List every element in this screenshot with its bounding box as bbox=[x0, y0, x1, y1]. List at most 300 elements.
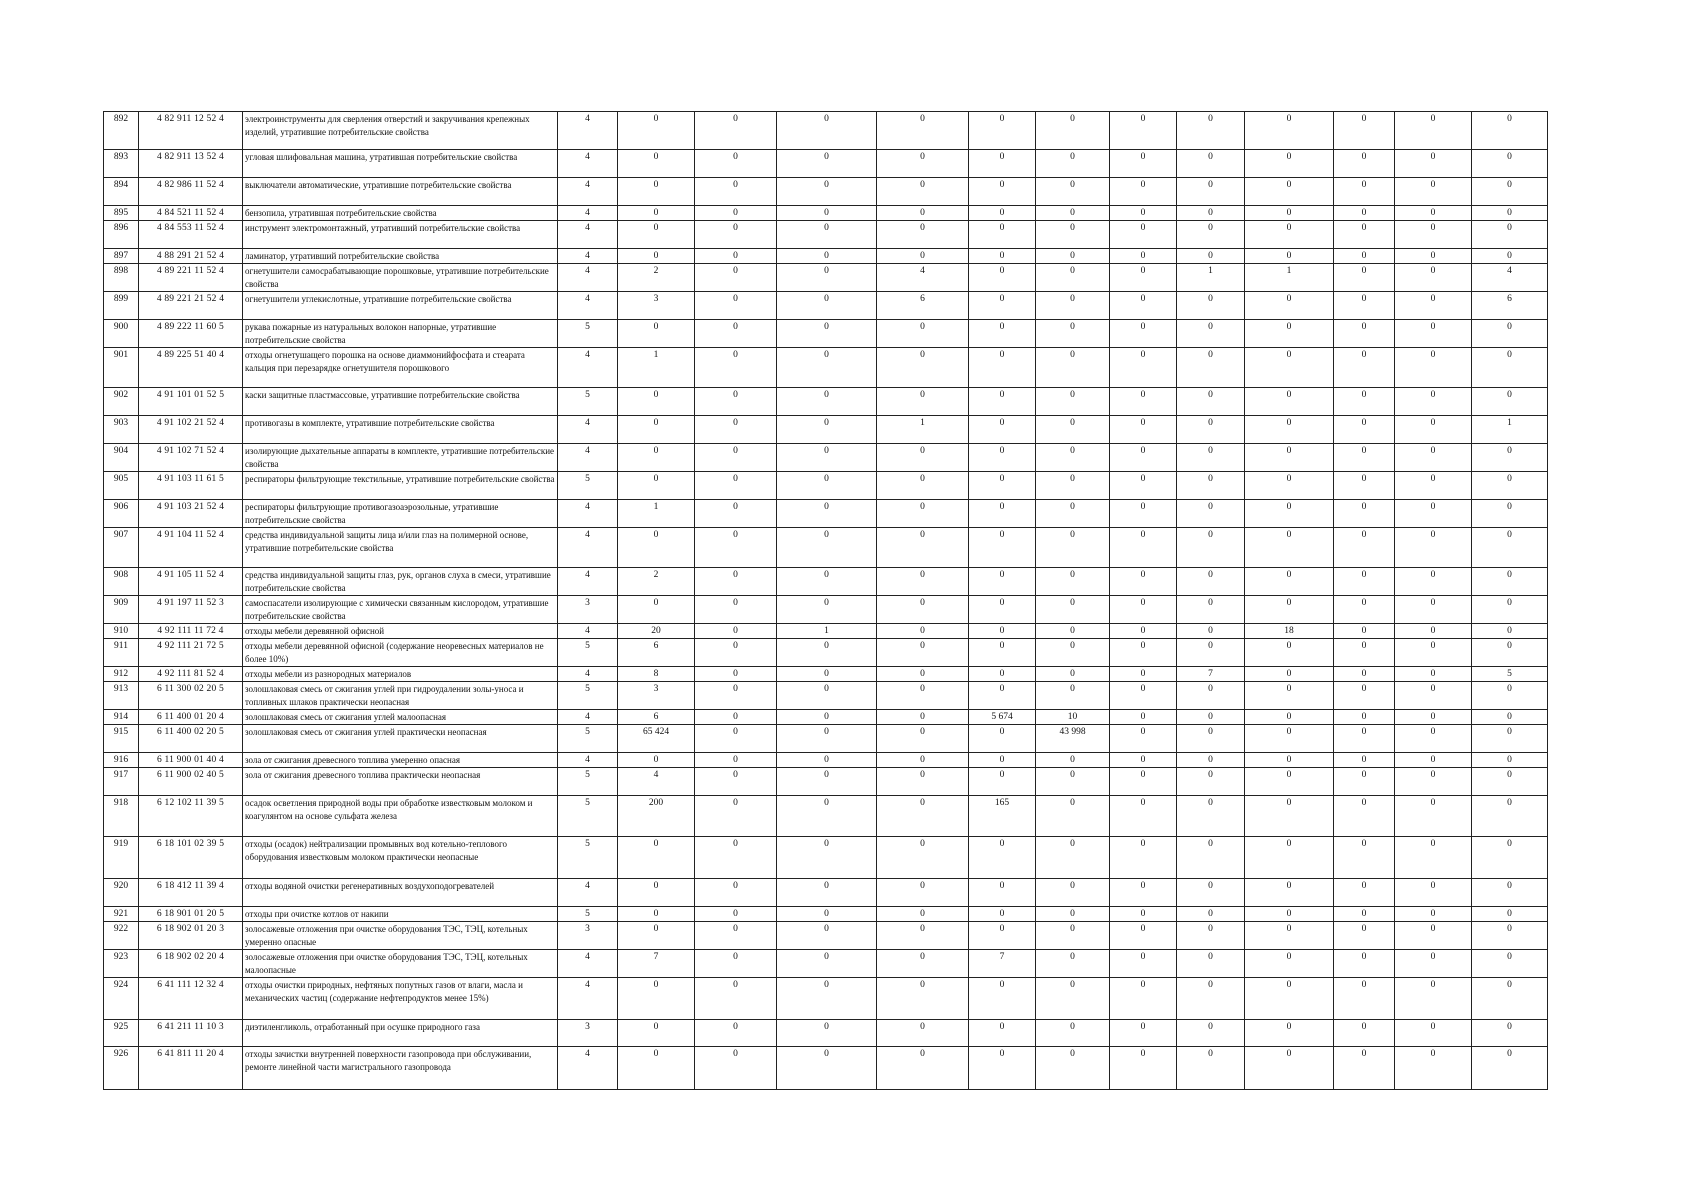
value-cell: 0 bbox=[1245, 639, 1334, 667]
value-cell: 0 bbox=[969, 1020, 1036, 1047]
value-cell: 0 bbox=[1177, 837, 1245, 879]
value-cell: 0 bbox=[1395, 150, 1472, 178]
value-cell: 0 bbox=[1472, 568, 1548, 596]
value-cell: 0 bbox=[1110, 639, 1177, 667]
value-cell: 0 bbox=[1245, 667, 1334, 682]
waste-code: 4 91 104 11 52 4 bbox=[139, 528, 243, 568]
waste-name: золосажевые отложения при очистке оборудования ТЭС, ТЭЦ, котельных малоопасные bbox=[243, 950, 558, 978]
value-cell: 0 bbox=[695, 978, 777, 1020]
value-cell: 0 bbox=[1110, 710, 1177, 725]
value-cell: 0 bbox=[1334, 682, 1395, 710]
value-cell: 0 bbox=[1245, 416, 1334, 444]
value-cell: 0 bbox=[1334, 264, 1395, 292]
value-cell: 0 bbox=[969, 112, 1036, 150]
value-cell: 0 bbox=[877, 837, 969, 879]
value-cell: 0 bbox=[1036, 667, 1110, 682]
value-cell: 0 bbox=[777, 796, 877, 837]
value-cell: 0 bbox=[1472, 1047, 1548, 1090]
waste-code: 6 11 400 01 20 4 bbox=[139, 710, 243, 725]
waste-code: 6 18 902 02 20 4 bbox=[139, 950, 243, 978]
hazard-class: 4 bbox=[558, 444, 618, 472]
value-cell: 0 bbox=[777, 837, 877, 879]
value-cell: 0 bbox=[1472, 1020, 1548, 1047]
value-cell: 0 bbox=[1245, 978, 1334, 1020]
value-cell: 0 bbox=[1036, 112, 1110, 150]
table-row bbox=[104, 249, 1548, 264]
waste-name: респираторы фильтрующие текстильные, утратившие потребительские свойства bbox=[243, 472, 558, 500]
value-cell: 0 bbox=[877, 206, 969, 221]
table-row bbox=[104, 796, 1548, 837]
value-cell: 0 bbox=[695, 922, 777, 950]
value-cell: 0 bbox=[969, 416, 1036, 444]
value-cell: 0 bbox=[1395, 320, 1472, 348]
value-cell: 0 bbox=[1472, 725, 1548, 753]
value-cell: 0 bbox=[1245, 922, 1334, 950]
value-cell: 0 bbox=[1472, 178, 1548, 206]
value-cell: 0 bbox=[777, 206, 877, 221]
waste-name: отходы мебели деревянной офисной (содержание неоревесных материалов не более 10%) bbox=[243, 639, 558, 667]
value-cell: 0 bbox=[1177, 682, 1245, 710]
value-cell: 0 bbox=[777, 710, 877, 725]
hazard-class: 5 bbox=[558, 682, 618, 710]
value-cell: 1 bbox=[618, 500, 695, 528]
hazard-class: 3 bbox=[558, 596, 618, 624]
value-cell: 0 bbox=[1245, 568, 1334, 596]
value-cell: 0 bbox=[1110, 528, 1177, 568]
value-cell: 0 bbox=[1395, 221, 1472, 249]
waste-code: 4 89 222 11 60 5 bbox=[139, 320, 243, 348]
value-cell: 0 bbox=[777, 388, 877, 416]
value-cell: 0 bbox=[1472, 624, 1548, 639]
value-cell: 0 bbox=[969, 472, 1036, 500]
value-cell: 4 bbox=[618, 768, 695, 796]
value-cell: 0 bbox=[969, 837, 1036, 879]
value-cell: 0 bbox=[1036, 978, 1110, 1020]
waste-name: угловая шлифовальная машина, утратившая потребительские свойства bbox=[243, 150, 558, 178]
value-cell: 0 bbox=[1334, 444, 1395, 472]
value-cell: 0 bbox=[1110, 500, 1177, 528]
value-cell: 0 bbox=[695, 568, 777, 596]
value-cell: 5 bbox=[1472, 667, 1548, 682]
value-cell: 0 bbox=[1245, 206, 1334, 221]
value-cell: 0 bbox=[777, 639, 877, 667]
value-cell: 0 bbox=[1110, 950, 1177, 978]
waste-name: отходы водяной очистки регенеративных воздухоподогревателей bbox=[243, 879, 558, 907]
value-cell: 0 bbox=[1245, 444, 1334, 472]
table-row bbox=[104, 667, 1548, 682]
table-row bbox=[104, 1047, 1548, 1090]
value-cell: 0 bbox=[969, 667, 1036, 682]
value-cell: 0 bbox=[1334, 907, 1395, 922]
table-row bbox=[104, 837, 1548, 879]
value-cell: 0 bbox=[877, 682, 969, 710]
value-cell: 0 bbox=[877, 472, 969, 500]
value-cell: 0 bbox=[1395, 978, 1472, 1020]
value-cell: 0 bbox=[1177, 348, 1245, 388]
value-cell: 1 bbox=[618, 348, 695, 388]
row-number: 910 bbox=[104, 624, 139, 639]
value-cell: 0 bbox=[1395, 682, 1472, 710]
waste-code: 4 91 103 21 52 4 bbox=[139, 500, 243, 528]
value-cell: 0 bbox=[695, 444, 777, 472]
value-cell: 0 bbox=[1177, 150, 1245, 178]
value-cell: 0 bbox=[1110, 178, 1177, 206]
value-cell: 0 bbox=[969, 768, 1036, 796]
value-cell: 0 bbox=[1334, 1047, 1395, 1090]
value-cell: 0 bbox=[1110, 768, 1177, 796]
waste-name: средства индивидуальной защиты глаз, рук, органов слуха в смеси, утратившие потребительские свойства bbox=[243, 568, 558, 596]
value-cell: 0 bbox=[877, 753, 969, 768]
hazard-class: 4 bbox=[558, 206, 618, 221]
value-cell: 0 bbox=[1036, 837, 1110, 879]
waste-name: выключатели автоматические, утратившие потребительские свойства bbox=[243, 178, 558, 206]
value-cell: 0 bbox=[1472, 753, 1548, 768]
value-cell: 0 bbox=[777, 950, 877, 978]
value-cell: 0 bbox=[1245, 528, 1334, 568]
hazard-class: 4 bbox=[558, 753, 618, 768]
value-cell: 0 bbox=[969, 292, 1036, 320]
value-cell: 0 bbox=[1110, 1020, 1177, 1047]
value-cell: 0 bbox=[1036, 1020, 1110, 1047]
table-row bbox=[104, 320, 1548, 348]
hazard-class: 4 bbox=[558, 348, 618, 388]
table-row bbox=[104, 978, 1548, 1020]
value-cell: 0 bbox=[695, 753, 777, 768]
hazard-class: 4 bbox=[558, 528, 618, 568]
table-row bbox=[104, 907, 1548, 922]
hazard-class: 5 bbox=[558, 472, 618, 500]
value-cell: 0 bbox=[618, 528, 695, 568]
waste-name: отходы мебели из разнородных материалов bbox=[243, 667, 558, 682]
value-cell: 0 bbox=[695, 112, 777, 150]
value-cell: 0 bbox=[1395, 500, 1472, 528]
value-cell: 0 bbox=[777, 1020, 877, 1047]
value-cell: 0 bbox=[1245, 320, 1334, 348]
value-cell: 0 bbox=[1177, 444, 1245, 472]
value-cell: 0 bbox=[618, 1020, 695, 1047]
table-row bbox=[104, 879, 1548, 907]
value-cell: 0 bbox=[695, 206, 777, 221]
value-cell: 0 bbox=[969, 528, 1036, 568]
value-cell: 0 bbox=[969, 753, 1036, 768]
value-cell: 0 bbox=[877, 796, 969, 837]
row-number: 892 bbox=[104, 112, 139, 150]
value-cell: 0 bbox=[1395, 388, 1472, 416]
row-number: 923 bbox=[104, 950, 139, 978]
value-cell: 0 bbox=[969, 150, 1036, 178]
value-cell: 0 bbox=[877, 388, 969, 416]
value-cell: 0 bbox=[877, 444, 969, 472]
value-cell: 0 bbox=[618, 388, 695, 416]
value-cell: 10 bbox=[1036, 710, 1110, 725]
waste-name: отходы (осадок) нейтрализации промывных вод котельно-теплового оборудования известковым молоком практически неопасные bbox=[243, 837, 558, 879]
value-cell: 0 bbox=[1245, 796, 1334, 837]
value-cell: 0 bbox=[695, 682, 777, 710]
table-row bbox=[104, 753, 1548, 768]
waste-code: 4 92 111 21 72 5 bbox=[139, 639, 243, 667]
value-cell: 0 bbox=[877, 150, 969, 178]
value-cell: 0 bbox=[1110, 1047, 1177, 1090]
row-number: 924 bbox=[104, 978, 139, 1020]
hazard-class: 4 bbox=[558, 150, 618, 178]
waste-name: осадок осветления природной воды при обработке известковым молоком и коагулянтом на основе сульфата железа bbox=[243, 796, 558, 837]
value-cell: 0 bbox=[1036, 500, 1110, 528]
value-cell: 0 bbox=[969, 221, 1036, 249]
table-row bbox=[104, 922, 1548, 950]
value-cell: 7 bbox=[618, 950, 695, 978]
value-cell: 0 bbox=[1472, 710, 1548, 725]
value-cell: 0 bbox=[969, 922, 1036, 950]
value-cell: 0 bbox=[777, 472, 877, 500]
value-cell: 0 bbox=[1334, 320, 1395, 348]
value-cell: 0 bbox=[695, 768, 777, 796]
value-cell: 0 bbox=[1334, 249, 1395, 264]
waste-name: отходы при очистке котлов от накипи bbox=[243, 907, 558, 922]
value-cell: 0 bbox=[695, 178, 777, 206]
waste-code: 6 41 811 11 20 4 bbox=[139, 1047, 243, 1090]
waste-name: инструмент электромонтажный, утративший потребительские свойства bbox=[243, 221, 558, 249]
value-cell: 0 bbox=[1177, 1047, 1245, 1090]
value-cell: 0 bbox=[877, 922, 969, 950]
table-row bbox=[104, 682, 1548, 710]
value-cell: 0 bbox=[695, 624, 777, 639]
waste-code: 6 11 400 02 20 5 bbox=[139, 725, 243, 753]
value-cell: 0 bbox=[1036, 796, 1110, 837]
value-cell: 0 bbox=[1395, 1047, 1472, 1090]
value-cell: 0 bbox=[877, 978, 969, 1020]
table-row bbox=[104, 596, 1548, 624]
value-cell: 0 bbox=[1110, 416, 1177, 444]
value-cell: 0 bbox=[1334, 150, 1395, 178]
value-cell: 0 bbox=[877, 249, 969, 264]
value-cell: 0 bbox=[877, 639, 969, 667]
row-number: 907 bbox=[104, 528, 139, 568]
value-cell: 0 bbox=[1110, 682, 1177, 710]
value-cell: 0 bbox=[1395, 568, 1472, 596]
table-row bbox=[104, 264, 1548, 292]
waste-code: 6 11 300 02 20 5 bbox=[139, 682, 243, 710]
value-cell: 0 bbox=[1177, 249, 1245, 264]
value-cell: 0 bbox=[695, 837, 777, 879]
table-row bbox=[104, 1020, 1548, 1047]
value-cell: 0 bbox=[877, 1047, 969, 1090]
value-cell: 7 bbox=[969, 950, 1036, 978]
value-cell: 0 bbox=[1334, 416, 1395, 444]
value-cell: 0 bbox=[1395, 112, 1472, 150]
waste-code: 6 41 211 11 10 3 bbox=[139, 1020, 243, 1047]
waste-name: золошлаковая смесь от сжигания углей при гидроудалении золы-уноса и топливных шлаков практически неопасная bbox=[243, 682, 558, 710]
value-cell: 1 bbox=[777, 624, 877, 639]
value-cell: 0 bbox=[618, 444, 695, 472]
value-cell: 0 bbox=[1177, 639, 1245, 667]
row-number: 922 bbox=[104, 922, 139, 950]
value-cell: 0 bbox=[777, 500, 877, 528]
waste-code: 4 92 111 81 52 4 bbox=[139, 667, 243, 682]
value-cell: 0 bbox=[1472, 596, 1548, 624]
value-cell: 0 bbox=[1036, 472, 1110, 500]
value-cell: 0 bbox=[695, 221, 777, 249]
value-cell: 0 bbox=[1395, 249, 1472, 264]
value-cell: 65 424 bbox=[618, 725, 695, 753]
table-row bbox=[104, 221, 1548, 249]
value-cell: 0 bbox=[1110, 249, 1177, 264]
table-row bbox=[104, 725, 1548, 753]
value-cell: 0 bbox=[777, 682, 877, 710]
value-cell: 0 bbox=[1110, 922, 1177, 950]
value-cell: 0 bbox=[1036, 879, 1110, 907]
table-row bbox=[104, 416, 1548, 444]
waste-name: бензопила, утратившая потребительские свойства bbox=[243, 206, 558, 221]
waste-name: ламинатор, утративший потребительские свойства bbox=[243, 249, 558, 264]
value-cell: 0 bbox=[1036, 682, 1110, 710]
row-number: 915 bbox=[104, 725, 139, 753]
value-cell: 0 bbox=[618, 416, 695, 444]
waste-code: 4 91 197 11 52 3 bbox=[139, 596, 243, 624]
value-cell: 0 bbox=[1177, 753, 1245, 768]
value-cell: 0 bbox=[695, 528, 777, 568]
value-cell: 0 bbox=[1472, 348, 1548, 388]
value-cell: 0 bbox=[877, 667, 969, 682]
hazard-class: 4 bbox=[558, 264, 618, 292]
value-cell: 0 bbox=[1036, 150, 1110, 178]
value-cell: 0 bbox=[1036, 264, 1110, 292]
value-cell: 0 bbox=[1334, 596, 1395, 624]
waste-name: электроинструменты для сверления отверстий и закручивания крепежных изделий, утратившие потребительские свойства bbox=[243, 112, 558, 150]
value-cell: 0 bbox=[877, 907, 969, 922]
value-cell: 0 bbox=[1395, 264, 1472, 292]
row-number: 897 bbox=[104, 249, 139, 264]
value-cell: 0 bbox=[1472, 150, 1548, 178]
value-cell: 0 bbox=[1472, 978, 1548, 1020]
table-row bbox=[104, 768, 1548, 796]
value-cell: 0 bbox=[969, 907, 1036, 922]
value-cell: 0 bbox=[1177, 206, 1245, 221]
value-cell: 0 bbox=[1177, 624, 1245, 639]
row-number: 904 bbox=[104, 444, 139, 472]
value-cell: 0 bbox=[777, 907, 877, 922]
hazard-class: 4 bbox=[558, 221, 618, 249]
value-cell: 0 bbox=[1472, 950, 1548, 978]
value-cell: 0 bbox=[1245, 710, 1334, 725]
value-cell: 0 bbox=[1395, 768, 1472, 796]
value-cell: 0 bbox=[777, 725, 877, 753]
value-cell: 0 bbox=[1472, 320, 1548, 348]
value-cell: 0 bbox=[1036, 624, 1110, 639]
value-cell: 0 bbox=[1395, 639, 1472, 667]
value-cell: 2 bbox=[618, 568, 695, 596]
waste-name: отходы мебели деревянной офисной bbox=[243, 624, 558, 639]
hazard-class: 4 bbox=[558, 568, 618, 596]
row-number: 926 bbox=[104, 1047, 139, 1090]
value-cell: 0 bbox=[1395, 796, 1472, 837]
value-cell: 0 bbox=[1334, 1020, 1395, 1047]
value-cell: 0 bbox=[1334, 879, 1395, 907]
waste-code: 6 18 412 11 39 4 bbox=[139, 879, 243, 907]
row-number: 908 bbox=[104, 568, 139, 596]
value-cell: 0 bbox=[969, 348, 1036, 388]
value-cell: 0 bbox=[1334, 472, 1395, 500]
waste-name: зола от сжигания древесного топлива практически неопасная bbox=[243, 768, 558, 796]
table-row bbox=[104, 710, 1548, 725]
value-cell: 0 bbox=[1245, 249, 1334, 264]
value-cell: 0 bbox=[1472, 528, 1548, 568]
hazard-class: 4 bbox=[558, 978, 618, 1020]
waste-code: 6 18 902 01 20 3 bbox=[139, 922, 243, 950]
value-cell: 0 bbox=[1395, 348, 1472, 388]
waste-code: 4 91 101 01 52 5 bbox=[139, 388, 243, 416]
value-cell: 0 bbox=[1110, 907, 1177, 922]
value-cell: 7 bbox=[1177, 667, 1245, 682]
value-cell: 6 bbox=[1472, 292, 1548, 320]
row-number: 901 bbox=[104, 348, 139, 388]
value-cell: 0 bbox=[1245, 596, 1334, 624]
value-cell: 0 bbox=[1036, 768, 1110, 796]
value-cell: 0 bbox=[1245, 682, 1334, 710]
value-cell: 0 bbox=[1110, 472, 1177, 500]
waste-code: 4 82 911 13 52 4 bbox=[139, 150, 243, 178]
value-cell: 0 bbox=[1036, 292, 1110, 320]
row-number: 902 bbox=[104, 388, 139, 416]
value-cell: 5 674 bbox=[969, 710, 1036, 725]
value-cell: 0 bbox=[1334, 725, 1395, 753]
waste-code: 4 89 221 21 52 4 bbox=[139, 292, 243, 320]
row-number: 900 bbox=[104, 320, 139, 348]
waste-name: каски защитные пластмассовые, утратившие потребительские свойства bbox=[243, 388, 558, 416]
value-cell: 0 bbox=[618, 907, 695, 922]
value-cell: 0 bbox=[695, 710, 777, 725]
value-cell: 0 bbox=[1110, 264, 1177, 292]
value-cell: 0 bbox=[1472, 472, 1548, 500]
value-cell: 0 bbox=[1036, 221, 1110, 249]
value-cell: 0 bbox=[1395, 596, 1472, 624]
value-cell: 0 bbox=[1395, 624, 1472, 639]
value-cell: 0 bbox=[1245, 472, 1334, 500]
value-cell: 0 bbox=[1472, 796, 1548, 837]
value-cell: 0 bbox=[777, 264, 877, 292]
value-cell: 0 bbox=[1245, 907, 1334, 922]
value-cell: 0 bbox=[1110, 206, 1177, 221]
value-cell: 0 bbox=[777, 753, 877, 768]
value-cell: 0 bbox=[969, 639, 1036, 667]
waste-code: 6 11 900 02 40 5 bbox=[139, 768, 243, 796]
value-cell: 0 bbox=[695, 667, 777, 682]
value-cell: 0 bbox=[777, 922, 877, 950]
table-row bbox=[104, 950, 1548, 978]
row-number: 921 bbox=[104, 907, 139, 922]
waste-name: рукава пожарные из натуральных волокон напорные, утратившие потребительские свойства bbox=[243, 320, 558, 348]
row-number: 917 bbox=[104, 768, 139, 796]
value-cell: 0 bbox=[969, 249, 1036, 264]
waste-name: отходы зачистки внутренней поверхности газопровода при обслуживании, ремонте линейной части магистрального газопровода bbox=[243, 1047, 558, 1090]
value-cell: 0 bbox=[777, 320, 877, 348]
value-cell: 0 bbox=[1472, 249, 1548, 264]
value-cell: 0 bbox=[877, 596, 969, 624]
value-cell: 0 bbox=[777, 416, 877, 444]
value-cell: 0 bbox=[969, 879, 1036, 907]
row-number: 906 bbox=[104, 500, 139, 528]
value-cell: 3 bbox=[618, 292, 695, 320]
value-cell: 0 bbox=[877, 725, 969, 753]
value-cell: 0 bbox=[1395, 667, 1472, 682]
value-cell: 0 bbox=[777, 348, 877, 388]
value-cell: 0 bbox=[969, 682, 1036, 710]
value-cell: 0 bbox=[1110, 444, 1177, 472]
value-cell: 0 bbox=[1334, 221, 1395, 249]
value-cell: 0 bbox=[1334, 206, 1395, 221]
hazard-class: 4 bbox=[558, 249, 618, 264]
value-cell: 0 bbox=[618, 978, 695, 1020]
value-cell: 0 bbox=[1110, 796, 1177, 837]
